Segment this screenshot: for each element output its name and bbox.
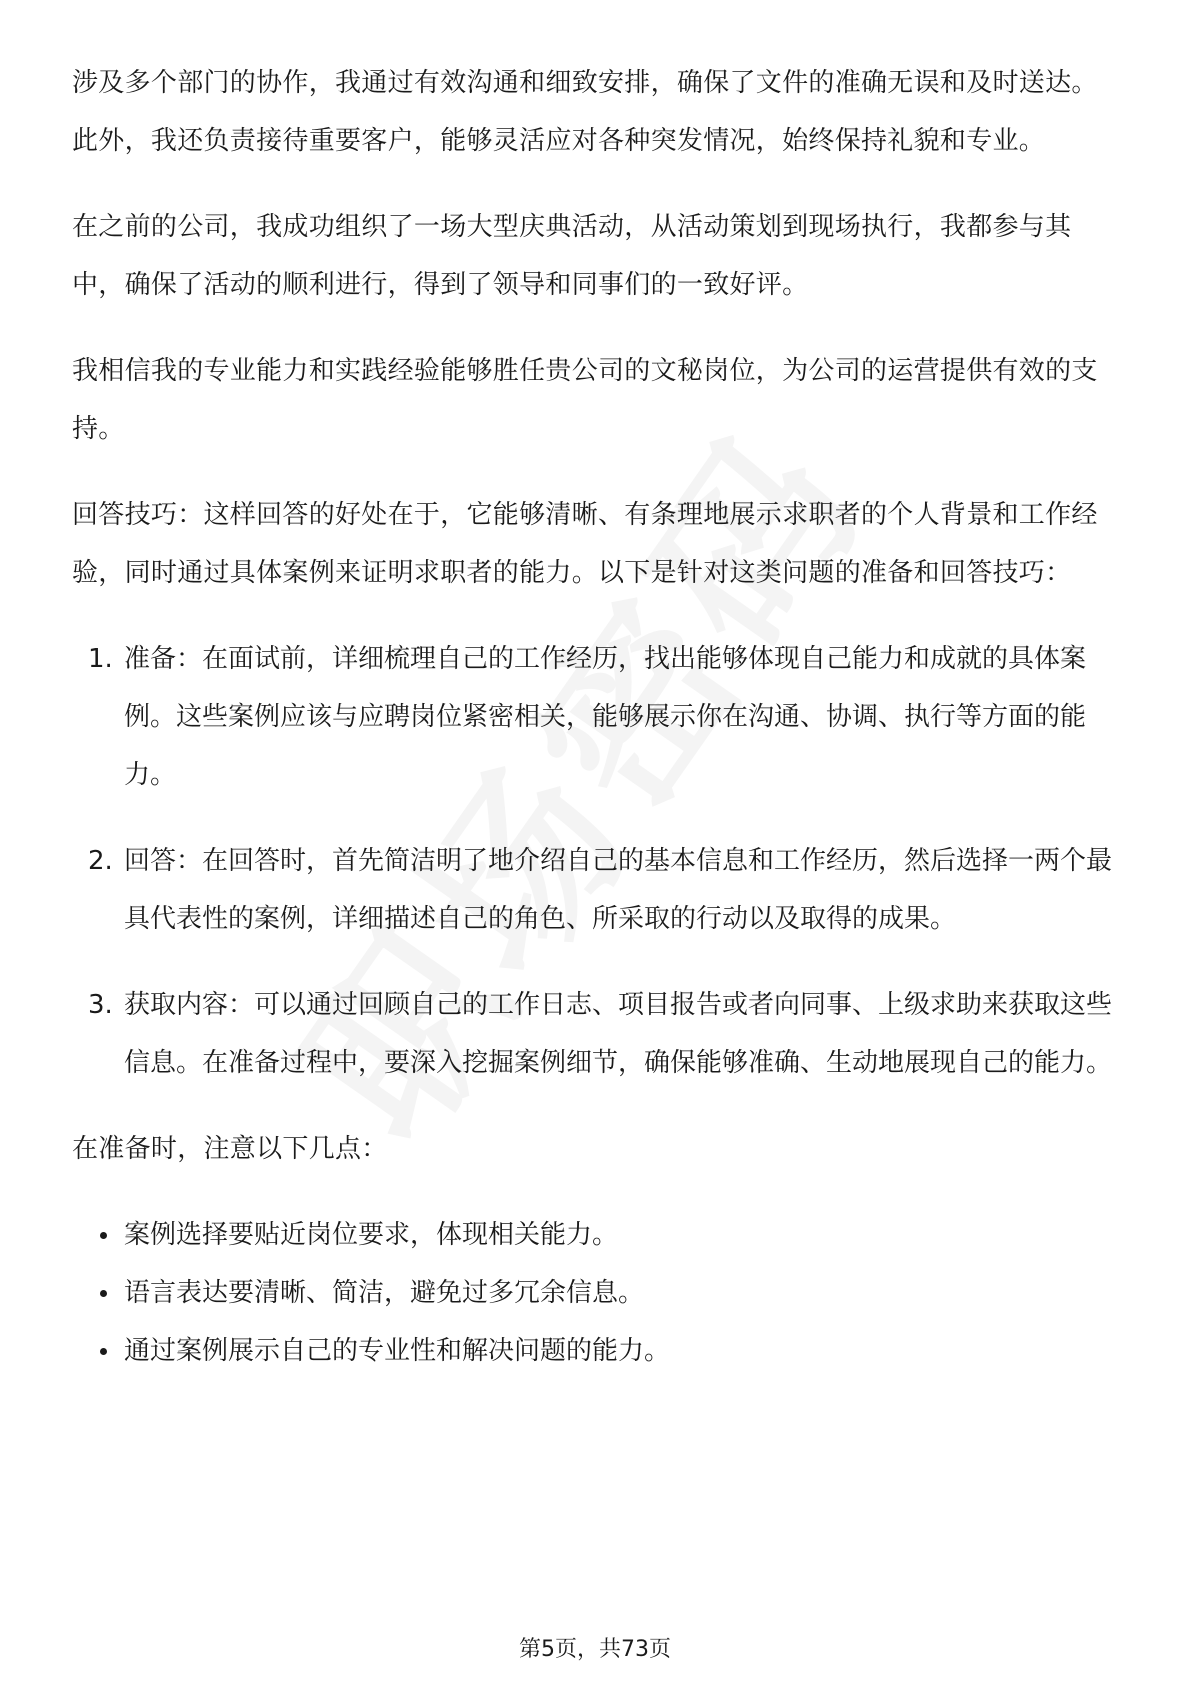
- list-item-text: 通过案例展示自己的专业性和解决问题的能力。: [124, 1336, 671, 1366]
- page-number: 第5页，共73页: [519, 1637, 671, 1662]
- list-item-text: 案例选择要贴近岗位要求，体现相关能力。: [124, 1220, 619, 1250]
- list-item: [72, 1264, 1118, 1322]
- numbered-list: [72, 630, 1118, 1092]
- bullet-icon: [100, 1290, 107, 1297]
- bullet-icon: [100, 1232, 107, 1239]
- list-item: [72, 832, 1118, 948]
- list-item: [72, 1206, 1118, 1264]
- list-number: 3.: [88, 990, 113, 1020]
- bullet-icon: [100, 1348, 107, 1355]
- list-item-text: 获取内容：可以通过回顾自己的工作日志、项目报告或者向同事、上级求助来获取这些信息。在准备过程中，要深入挖掘案例细节，确保能够准确、生动地展现自己的能力。: [124, 990, 1113, 1078]
- document-body: [72, 54, 1118, 1380]
- bullet-list: [72, 1206, 1118, 1380]
- list-item-text: 回答：在回答时，首先简洁明了地介绍自己的基本信息和工作经历，然后选择一两个最具代表性的案例，详细描述自己的角色、所采取的行动以及取得的成果。: [124, 846, 1113, 934]
- list-number: 2.: [88, 846, 113, 876]
- paragraph: 回答技巧：这样回答的好处在于，它能够清晰、有条理地展示求职者的个人背景和工作经验，同时通过具体案例来证明求职者的能力。以下是针对这类问题的准备和回答技巧：: [72, 500, 1098, 588]
- list-item: [72, 1322, 1118, 1380]
- list-item: [72, 630, 1118, 804]
- list-number: 1.: [88, 644, 113, 674]
- notes-intro: 在准备时，注意以下几点：: [72, 1134, 388, 1164]
- list-item: [72, 976, 1118, 1092]
- list-item-text: 语言表达要清晰、简洁，避免过多冗余信息。: [124, 1278, 645, 1308]
- paragraph: 我相信我的专业能力和实践经验能够胜任贵公司的文秘岗位，为公司的运营提供有效的支持。: [72, 356, 1098, 444]
- paragraph: 涉及多个部门的协作，我通过有效沟通和细致安排，确保了文件的准确无误和及时送达。此外，我还负责接待重要客户，能够灵活应对各种突发情况，始终保持礼貌和专业。: [72, 68, 1098, 156]
- list-item-text: 准备：在面试前，详细梳理自己的工作经历，找出能够体现自己能力和成就的具体案例。这些案例应该与应聘岗位紧密相关，能够展示你在沟通、协调、执行等方面的能力。: [124, 644, 1087, 790]
- paragraph: 在之前的公司，我成功组织了一场大型庆典活动，从活动策划到现场执行，我都参与其中，确保了活动的顺利进行，得到了领导和同事们的一致好评。: [72, 212, 1072, 300]
